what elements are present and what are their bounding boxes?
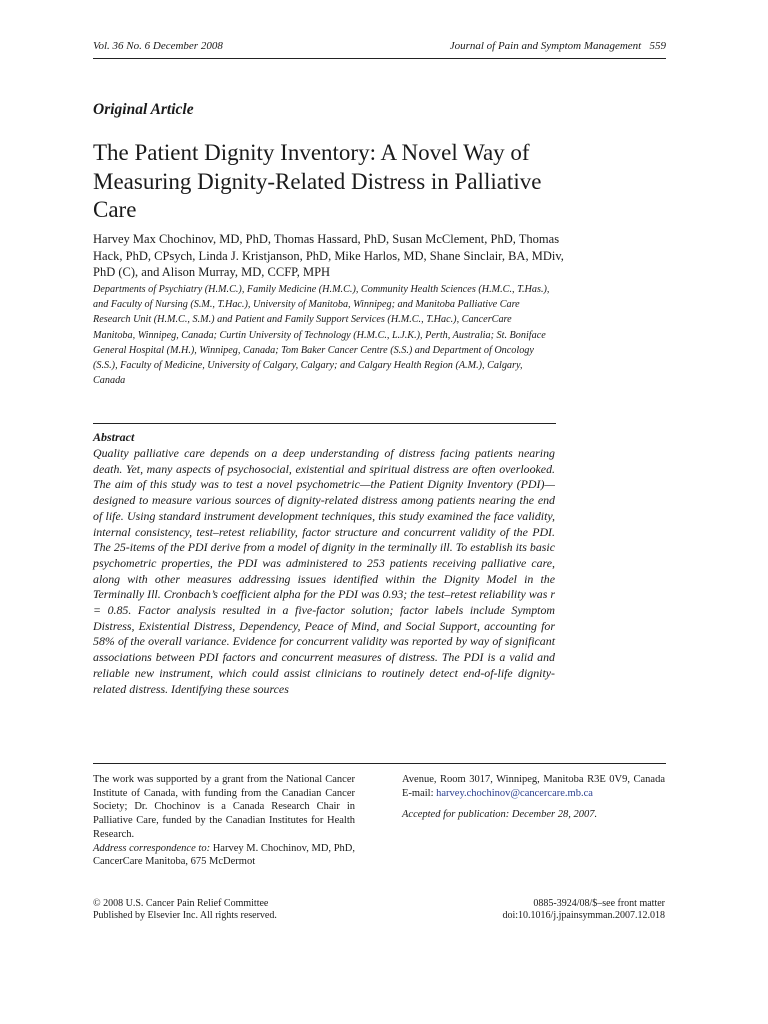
- funding-note: The work was supported by a grant from the National Cancer Institute of Canada, with funding from the Canadian Cancer Society; Dr. Chochinov is a Canada Research Chair in Palliative Care, funded by the Canadian Institutes for Health Research.: [93, 774, 355, 840]
- header-rule: [93, 58, 666, 59]
- issue-info: Vol. 36 No. 6 December 2008: [93, 40, 223, 52]
- correspondence-continued: [402, 773, 665, 800]
- correspondence-label: Address correspondence to:: [93, 842, 211, 854]
- accepted-date: Accepted for publication: December 28, 2007.: [402, 809, 598, 821]
- running-header: [93, 40, 666, 58]
- correspondence-address: Harvey M. Chochinov, MD, PhD, CancerCare Manitoba, 675 McDermot: [93, 842, 355, 868]
- doi-line[interactable]: doi:10.1016/j.jpainsymman.2007.12.018: [502, 910, 665, 921]
- copyright-line: © 2008 U.S. Cancer Pain Relief Committee: [93, 898, 269, 909]
- author-affiliations: Departments of Psychiatry (H.M.C.), Family Medicine (H.M.C.), Community Health Sciences (H.M.C., T.Has.), and Faculty of Nursing (S.M., T.Hac.), University of Manitoba, Winnipeg; and Manitoba Palliative Care Research Unit (H.M.C., S.M.) and Patient and Family Support Services (H.M.C., T.Hac.), CancerCare Manitoba, Winnipeg, Canada; Curtin University of Technology (H.M.C., L.J.K.), Perth, Australia; St. Boniface General Hospital (M.H.), Winnipeg, Canada; Tom Baker Cancer Centre (S.S.) and Department of Oncology (S.S.), Faculty of Medicine, University of Calgary, Calgary; and Calgary Health Region (A.M.), Calgary, Canada: [93, 284, 550, 387]
- correspondence-note: [93, 842, 355, 869]
- abstract-rule: [93, 423, 556, 424]
- abstract-heading: Abstract: [93, 430, 135, 444]
- journal-page: Journal of Pain and Symptom Management 559: [449, 40, 666, 52]
- footnote-left-column: [93, 773, 355, 869]
- abstract-text: Quality palliative care depends on a deep understanding of distress facing patients nearing death. Yet, many aspects of psychosocial, existential and spiritual distress are often overlooked. The aim of this study was to test a novel psychometric—the Patient Dignity Inventory (PDI)—designed to measure various sources of dignity-related distress among patients nearing the end of life. Using standard instrument development techniques, this study examined the face validity, internal consistency, test–retest reliability, factor structure and concurrent validity of the PDI. The 25-items of the PDI derive from a model of dignity in the terminally ill. To establish its basic psychometric properties, the PDI was administered to 253 patients receiving palliative care, along with other measures addressing issues identified within the Dignity Model in the Terminally Ill. Cronbach’s coefficient alpha for the PDI was 0.93; the test–retest reliability was r = 0.85. Factor analysis resulted in a five-factor solution; factor labels include Symptom Distress, Existential Distress, Dependency, Peace of Mind, and Social Support, accounting for 58% of the overall variance. Evidence for concurrent validity was reported by way of significant associations between PDI factors and concurrent measures of distress. The PDI is a valid and reliable new instrument, which could assist clinicians to routinely detect end-of-life dignity-related distress. Identifying these sources: [93, 446, 555, 696]
- correspondence-address-cont: Avenue, Room 3017, Winnipeg, Manitoba R3E 0V9, Canada E-mail:: [402, 774, 665, 799]
- footnote-right-column: [402, 773, 665, 822]
- email-link[interactable]: harvey.chochinov@cancercare.mb.ca: [436, 787, 593, 799]
- issn-doi-block: [410, 898, 665, 922]
- publisher-line: Published by Elsevier Inc. All rights reserved.: [93, 910, 277, 921]
- footnote-rule: [93, 763, 666, 764]
- article-title: The Patient Dignity Inventory: A Novel Way of Measuring Dignity-Related Distress in Palliative Care: [93, 140, 542, 222]
- article-type-label: Original Article: [93, 101, 194, 118]
- issn-line: 0885-3924/08/$–see front matter: [533, 898, 665, 909]
- copyright-block: [93, 898, 383, 922]
- author-list: Harvey Max Chochinov, MD, PhD, Thomas Hassard, PhD, Susan McClement, PhD, Thomas Hack, PhD, CPsych, Linda J. Kristjanson, PhD, Mike Harlos, MD, Shane Sinclair, BA, MDiv, PhD (C), and Alison Murray, MD, CCFP, MPH: [93, 232, 564, 279]
